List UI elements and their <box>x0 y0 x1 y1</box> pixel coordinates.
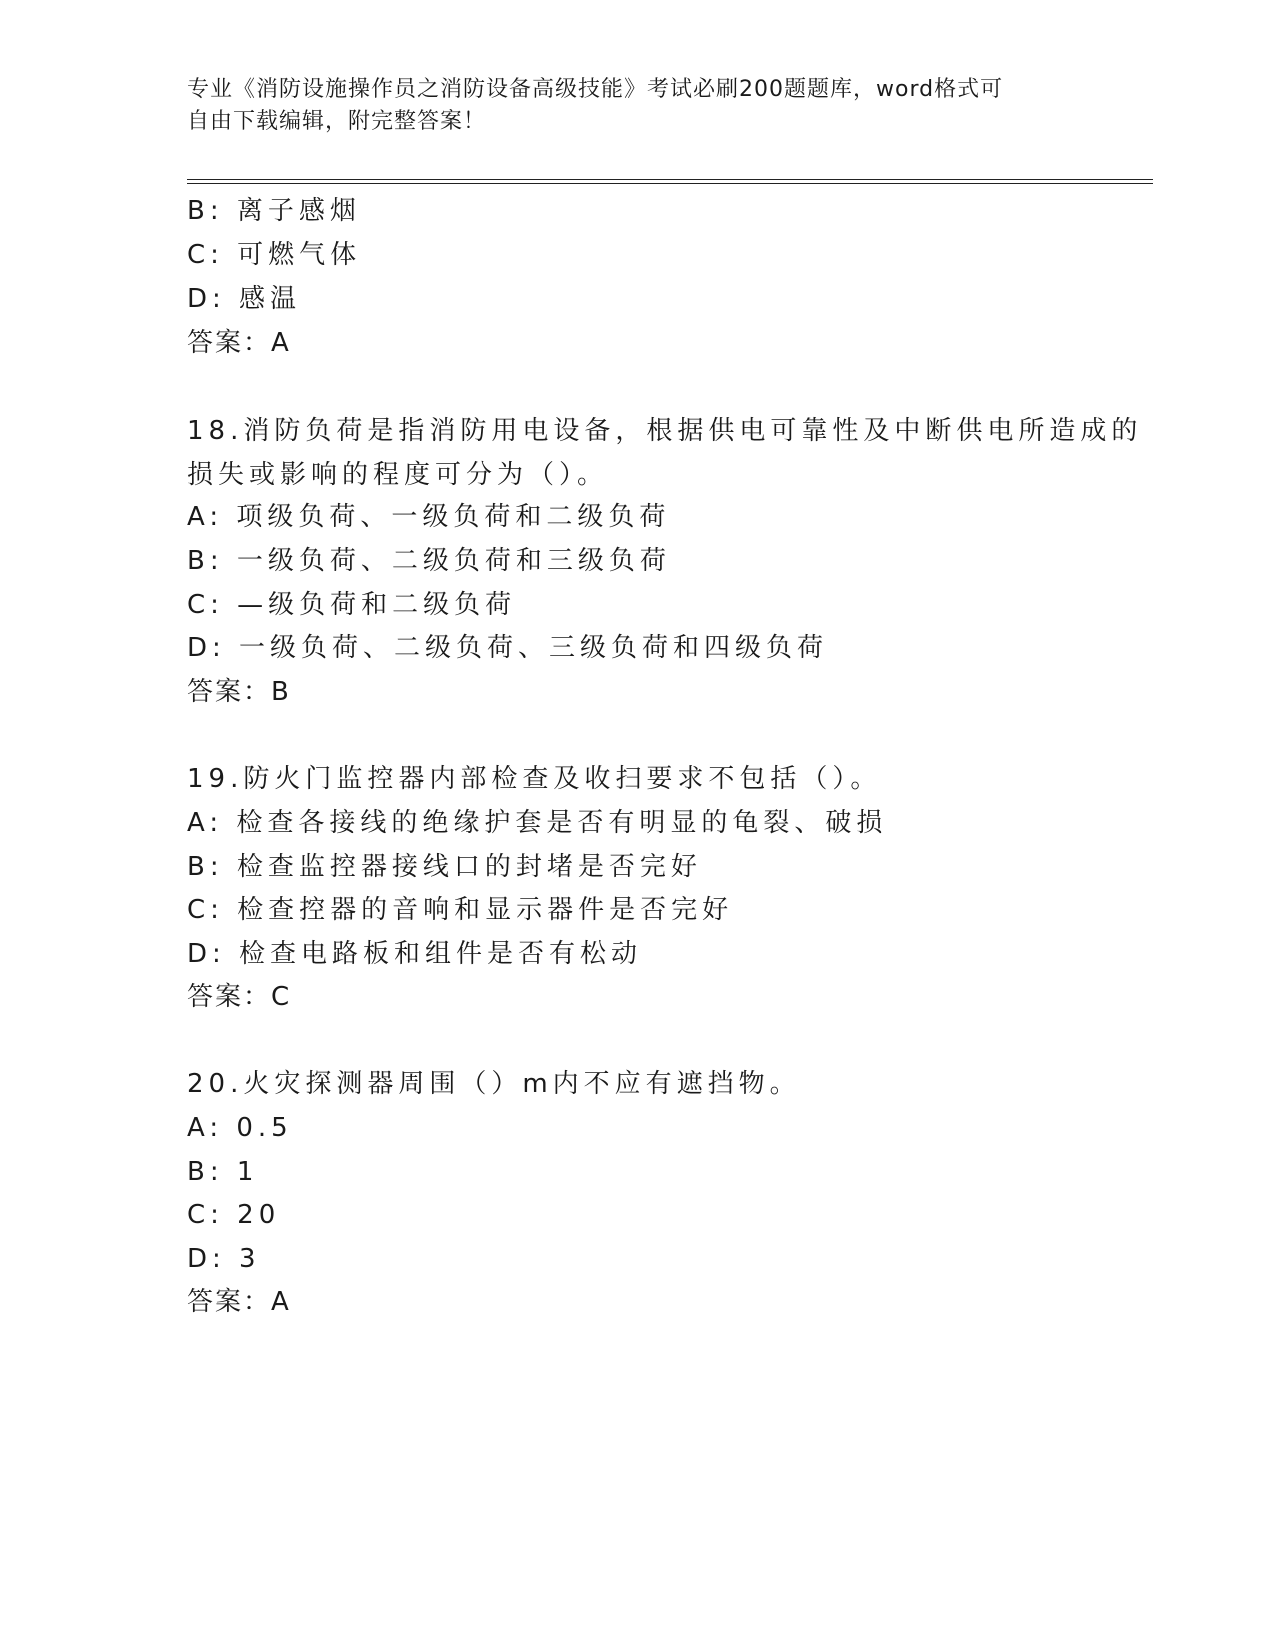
option-b: B: 检查监控器接线口的封堵是否完好 <box>187 852 702 882</box>
option-b: B: 一级负荷、二级负荷和三级负荷 <box>187 546 671 576</box>
option-d: D: 感温 <box>187 284 302 314</box>
answer-line: 答案：C <box>187 982 292 1012</box>
answer-line: 答案：A <box>187 328 291 358</box>
option-d: D: 检查电路板和组件是否有松动 <box>187 939 643 969</box>
question-18-continued: 损失或影响的程度可分为（）。 <box>187 460 609 490</box>
option-a: A: 项级负荷、一级负荷和二级负荷 <box>187 502 671 532</box>
option-c: C: —级负荷和二级负荷 <box>187 590 517 620</box>
answer-line: 答案：B <box>187 677 291 707</box>
document-header <box>187 74 1087 138</box>
header-divider-bottom <box>187 183 1153 184</box>
option-b: B: 离子感烟 <box>187 196 361 226</box>
question-18: 18.消防负荷是指消防用电设备，根据供电可靠性及中断供电所造成的 <box>187 416 1143 446</box>
option-c: C: 20 <box>187 1200 281 1230</box>
option-d: D: 3 <box>187 1244 261 1274</box>
option-d: D: 一级负荷、二级负荷、三级负荷和四级负荷 <box>187 633 829 663</box>
question-20: 20.火灾探测器周围（）m内不应有遮挡物。 <box>187 1069 801 1099</box>
option-c: C: 检查控器的音响和显示器件是否完好 <box>187 895 734 925</box>
option-b: B: 1 <box>187 1157 259 1187</box>
header-divider-top <box>187 179 1153 180</box>
question-19: 19.防火门监控器内部检查及收扫要求不包括（）。 <box>187 764 882 794</box>
option-c: C: 可燃气体 <box>187 240 362 270</box>
option-a: A: 0.5 <box>187 1113 293 1143</box>
header-line-2: 自由下载编辑，附完整答案！ <box>187 109 487 134</box>
option-a: A: 检查各接线的绝缘护套是否有明显的龟裂、破损 <box>187 808 888 838</box>
header-line-1: 专业《消防设施操作员之消防设备高级技能》考试必刷200题题库，word格式可 <box>187 77 1004 102</box>
answer-line: 答案：A <box>187 1287 291 1317</box>
